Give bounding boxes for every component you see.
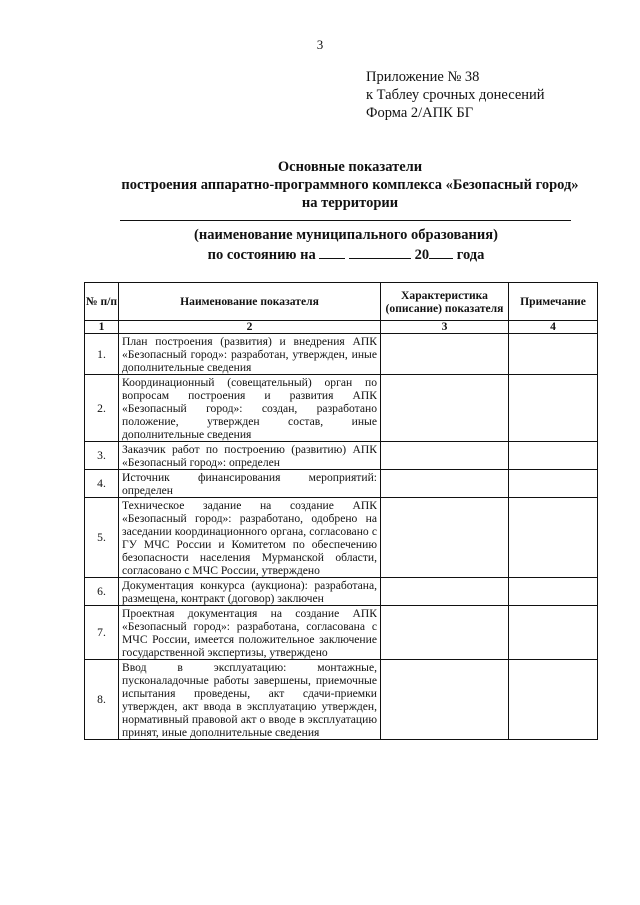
characteristic-cell[interactable]: [381, 606, 509, 660]
note-cell[interactable]: [509, 334, 598, 375]
table-row: [85, 375, 598, 442]
appendix-line-2: к Таблеу срочных донесений: [366, 87, 545, 103]
column-number: 3: [381, 321, 509, 334]
characteristic-cell[interactable]: [381, 470, 509, 498]
month-blank: [349, 245, 411, 259]
characteristic-cell[interactable]: [381, 498, 509, 578]
row-number: 5.: [85, 498, 119, 578]
indicator-name: Документация конкурса (аукциона): разработана, размещена, контракт (договор) заключен: [119, 578, 381, 606]
row-number: 3.: [85, 442, 119, 470]
header-name: Наименование показателя: [119, 283, 381, 321]
appendix-line-1: Приложение № 38: [366, 69, 480, 85]
column-number: 4: [509, 321, 598, 334]
note-cell[interactable]: [509, 375, 598, 442]
note-cell[interactable]: [509, 578, 598, 606]
title-line-3: на территории: [301, 195, 399, 211]
table-row: [85, 606, 598, 660]
row-number: 6.: [85, 578, 119, 606]
table-row: [85, 660, 598, 740]
document-title: [0, 158, 640, 212]
column-numbers-row: [85, 321, 598, 334]
note-cell[interactable]: [509, 442, 598, 470]
row-number: 8.: [85, 660, 119, 740]
note-cell[interactable]: [509, 660, 598, 740]
table-row: [85, 578, 598, 606]
table-row: [85, 470, 598, 498]
characteristic-cell[interactable]: [381, 334, 509, 375]
indicator-name: Координационный (совещательный) орган по вопросам построения и развития АПК «Безопасный город»: создан, разработано положение, утвержден состав, иные дополнительные сведения: [119, 375, 381, 442]
table-row: [85, 498, 598, 578]
indicators-table: [84, 282, 598, 740]
characteristic-cell[interactable]: [381, 578, 509, 606]
row-number: 7.: [85, 606, 119, 660]
header-num: № п/п: [85, 283, 119, 321]
indicator-name: Проектная документация на создание АПК «Безопасный город»: разработана, согласована с МЧС России, имеется положительное заключение государственной экспертизы, утверждено: [119, 606, 381, 660]
day-blank: [319, 245, 345, 259]
document-subtitle: [0, 226, 640, 265]
note-cell[interactable]: [509, 498, 598, 578]
title-line-1: Основные показатели: [277, 159, 423, 175]
note-cell[interactable]: [509, 606, 598, 660]
date-line: [0, 245, 640, 265]
column-number: 1: [85, 321, 119, 334]
characteristic-cell[interactable]: [381, 660, 509, 740]
indicator-name: План построения (развития) и внедрения АПК «Безопасный город»: разработан, утвержден, иные дополнительные сведения: [119, 334, 381, 375]
title-line-2: построения аппаратно-программного комплекса «Безопасный город»: [121, 177, 579, 193]
appendix-header: [366, 68, 545, 122]
year-blank: [429, 245, 453, 259]
date-prefix: по состоянию на: [207, 247, 316, 263]
date-suffix: года: [456, 247, 485, 263]
indicator-name: Ввод в эксплуатацию: монтажные, пусконаладочные работы завершены, приемочные испытания проведены, акт сдачи-приемки утвержден, акт ввода в эксплуатацию утвержден, нормативный правовой акт о вводе в эксплуатацию принят, иные дополнительные сведения: [119, 660, 381, 740]
indicator-name: Источник финансирования мероприятий: определен: [119, 470, 381, 498]
column-number: 2: [119, 321, 381, 334]
table-row: [85, 334, 598, 375]
page-number: 3: [316, 37, 324, 52]
subtitle-line-1: (наименование муниципального образования): [194, 227, 498, 243]
indicator-name: Заказчик работ по построению (развитию) АПК «Безопасный город»: определен: [119, 442, 381, 470]
row-number: 1.: [85, 334, 119, 375]
characteristic-cell[interactable]: [381, 442, 509, 470]
characteristic-cell[interactable]: [381, 375, 509, 442]
appendix-line-3: Форма 2/АПК БГ: [366, 105, 474, 121]
indicator-name: Техническое задание на создание АПК «Безопасный город»: разработано, одобрено на заседании координационного органа, согласовано с ГУ МЧС России и Комитетом по обеспечению безопасности населения Мурманской области, согласовано с МЧС России, утверждено: [119, 498, 381, 578]
row-number: 2.: [85, 375, 119, 442]
table-header-row: [85, 283, 598, 321]
row-number: 4.: [85, 470, 119, 498]
header-characteristic: Характеристика (описание) показателя: [381, 283, 509, 321]
table-row: [85, 442, 598, 470]
header-note: Примечание: [509, 283, 598, 321]
municipality-name-line: [120, 220, 571, 221]
year-prefix: 20: [414, 247, 430, 263]
note-cell[interactable]: [509, 470, 598, 498]
